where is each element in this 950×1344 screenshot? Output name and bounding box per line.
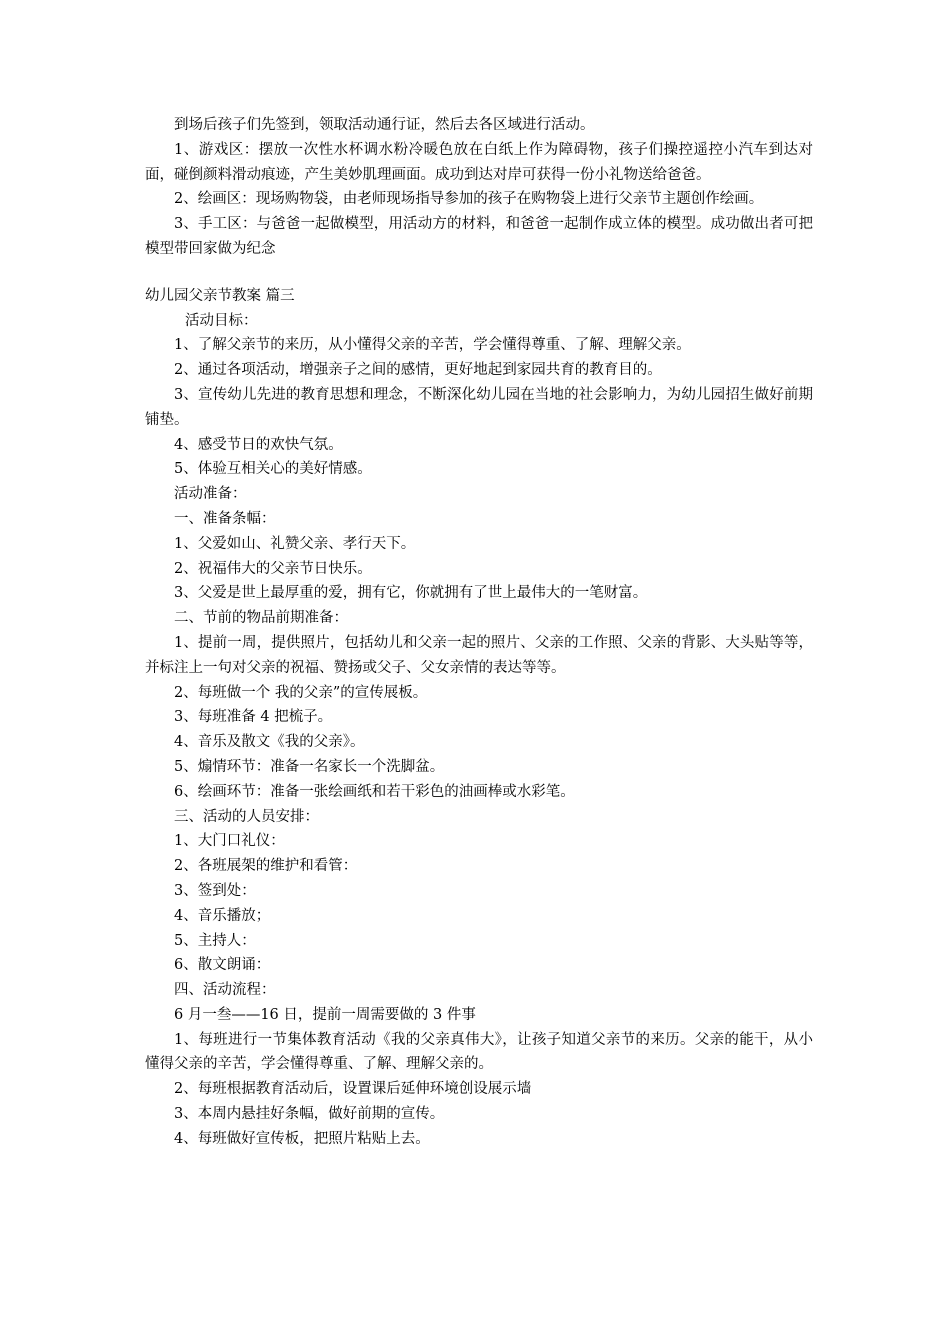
paragraph: 4、感受节日的欢快气氛。 xyxy=(174,436,343,453)
paragraph: 3、宣传幼儿先进的教育思想和理念，不断深化幼儿园在当地的社会影响力，为幼儿园招生做好前期铺垫。 xyxy=(145,386,813,428)
paragraph: 四、活动流程： xyxy=(174,982,276,999)
paragraph: 5、体验互相关心的美好情感。 xyxy=(174,461,372,478)
paragraph: 1、了解父亲节的来历，从小懂得父亲的辛苦，学会懂得尊重、了解、理解父亲。 xyxy=(174,337,691,354)
paragraph: 二、节前的物品前期准备： xyxy=(174,610,348,627)
spacer xyxy=(145,262,813,284)
paragraph: 2、祝福伟大的父亲节日快乐。 xyxy=(174,560,372,577)
document-body xyxy=(145,113,813,1152)
paragraph: 1、每班进行一节集体教育活动《我的父亲真伟大》，让孩子知道父亲节的来历。父亲的能干，从小懂得父亲的辛苦，学会懂得尊重、了解、理解父亲的。 xyxy=(145,1031,813,1073)
paragraph: 4、音乐播放； xyxy=(174,907,271,924)
paragraph: 3、每班准备 4 把梳子。 xyxy=(174,709,333,726)
paragraph: 3、父爱是世上最厚重的爱，拥有它，你就拥有了世上最伟大的一笔财富。 xyxy=(174,585,648,602)
paragraph: 三、活动的人员安排： xyxy=(174,808,319,825)
paragraph: 6、散文朗诵： xyxy=(174,957,271,974)
paragraph: 1、游戏区：摆放一次性水杯调水粉冷暖色放在白纸上作为障碍物，孩子们操控遥控小汽车到达对面，碰倒颜料滑动痕迹，产生美妙肌理画面。成功到达对岸可获得一份小礼物送给爸爸。 xyxy=(145,141,813,183)
paragraph: 4、每班做好宣传板，把照片粘贴上去。 xyxy=(174,1130,430,1147)
paragraph: 2、每班做一个 我的父亲”的宣传展板。 xyxy=(174,684,428,701)
paragraph: 3、手工区：与爸爸一起做模型，用活动方的材料，和爸爸一起制作成立体的模型。成功做出者可把模型带回家做为纪念 xyxy=(145,216,813,257)
paragraph: 6、绘画环节：准备一张绘画纸和若干彩色的油画棒或水彩笔。 xyxy=(174,783,575,800)
paragraph: 到场后孩子们先签到，领取活动通行证，然后去各区域进行活动。 xyxy=(174,117,595,133)
paragraph: 2、每班根据教育活动后，设置课后延伸环境创设展示墙 xyxy=(174,1081,532,1098)
paragraph: 2、绘画区：现场购物袋，由老师现场指导参加的孩子在购物袋上进行父亲节主题创作绘画。 xyxy=(174,191,764,208)
paragraph: 3、签到处： xyxy=(174,882,256,899)
paragraph: 5、煽情环节：准备一名家长一个洗脚盆。 xyxy=(174,758,445,775)
paragraph: 活动准备： xyxy=(174,486,247,503)
paragraph: 1、大门口礼仪： xyxy=(174,833,285,850)
paragraph: 1、提前一周，提供照片，包括幼儿和父亲一起的照片、父亲的工作照、父亲的背影、大头贴等等，并标注上一句对父亲的祝福、赞扬或父子、父女亲情的表达等等。 xyxy=(145,634,813,676)
paragraph: 6 月一叁——16 日，提前一周需要做的 3 件事 xyxy=(174,1006,476,1023)
section-heading: 幼儿园父亲节教案 篇三 xyxy=(145,287,295,304)
paragraph: 一、准备条幅： xyxy=(174,510,276,527)
paragraph: 1、父爱如山、礼赞父亲、孝行天下。 xyxy=(174,535,416,552)
paragraph: 2、各班展架的维护和看管： xyxy=(174,858,358,875)
paragraph: 5、主持人： xyxy=(174,932,256,949)
paragraph: 4、音乐及散文《我的父亲》。 xyxy=(174,734,365,751)
section-subheading: 活动目标： xyxy=(185,312,258,329)
paragraph: 3、本周内悬挂好条幅，做好前期的宣传。 xyxy=(174,1106,445,1123)
paragraph: 2、通过各项活动，增强亲子之间的感情，更好地起到家园共育的教育目的。 xyxy=(174,362,662,379)
